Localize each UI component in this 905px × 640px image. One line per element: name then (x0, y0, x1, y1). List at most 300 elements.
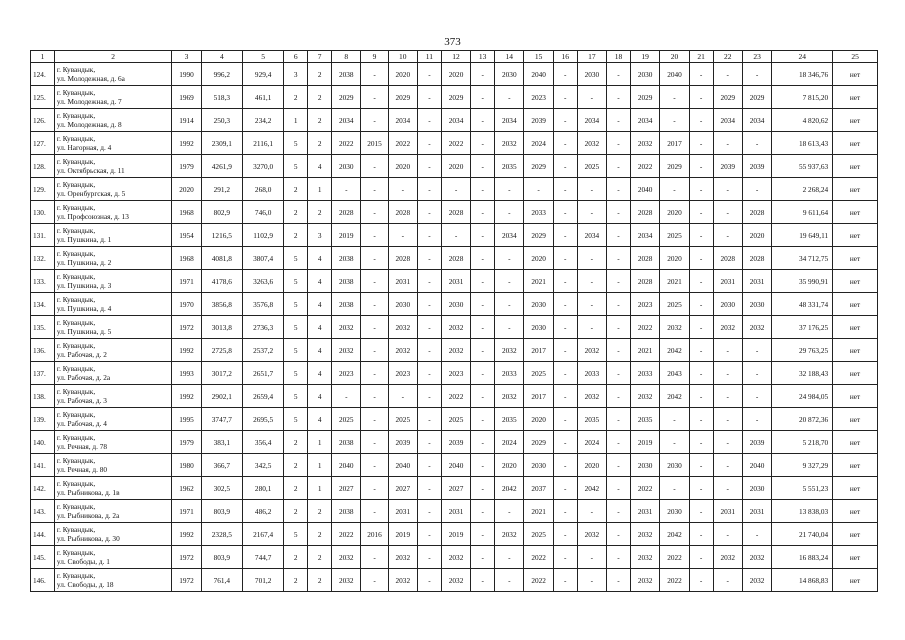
cell-col-21: - (689, 132, 713, 155)
cell-col-21: - (689, 339, 713, 362)
address-street: ул. Молодежная, д. 7 (56, 97, 122, 106)
cell-col-15: 2025 (524, 523, 553, 546)
cell-col-10: - (388, 385, 417, 408)
cell-col-23: - (742, 523, 771, 546)
cell-col-23: 2029 (742, 86, 771, 109)
cell-col-13: - (471, 132, 495, 155)
column-header-19: 19 (630, 51, 659, 63)
cell-col-25: нет (833, 178, 878, 201)
cell-col-19: 2035 (630, 408, 659, 431)
cell-col-9: - (361, 178, 388, 201)
table-row (31, 546, 878, 569)
cell-col-18: - (607, 178, 631, 201)
cell-col-5: 3270,0 (242, 155, 283, 178)
cell-col-24: 37 176,25 (772, 316, 833, 339)
cell-col-8: 2022 (332, 523, 361, 546)
cell-col-11: - (417, 431, 441, 454)
housing-table-sheet (30, 50, 878, 592)
cell-col-15: 2017 (524, 339, 553, 362)
cell-col-16: - (553, 500, 577, 523)
cell-col-24: 16 883,24 (772, 546, 833, 569)
column-header-7: 7 (308, 51, 332, 63)
cell-col-14: 2020 (495, 454, 524, 477)
cell-col-16: - (553, 155, 577, 178)
cell-col-8: - (332, 178, 361, 201)
cell-col-11: - (417, 385, 441, 408)
cell-col-11: - (417, 155, 441, 178)
cell-col-13: - (471, 339, 495, 362)
cell-col-24: 21 740,04 (772, 523, 833, 546)
row-number-cell: 140. (31, 431, 55, 454)
cell-col-22: - (713, 178, 742, 201)
column-header-10: 10 (388, 51, 417, 63)
cell-col-5: 929,4 (242, 63, 283, 86)
cell-col-14: - (495, 86, 524, 109)
cell-col-4: 3013,8 (201, 316, 242, 339)
address-street: ул. Пушкина, д. 2 (56, 258, 112, 267)
cell-col-22: - (713, 224, 742, 247)
cell-col-25: нет (833, 247, 878, 270)
address-city: г. Кувандык, (56, 157, 96, 166)
cell-col-23: - (742, 63, 771, 86)
cell-col-18: - (607, 500, 631, 523)
cell-col-12: 2034 (441, 109, 470, 132)
cell-col-19: 2032 (630, 546, 659, 569)
cell-col-21: - (689, 201, 713, 224)
cell-col-8: 2028 (332, 201, 361, 224)
cell-col-25: нет (833, 408, 878, 431)
table-row (31, 270, 878, 293)
cell-col-19: 2032 (630, 569, 659, 592)
cell-col-7: 4 (308, 247, 332, 270)
cell-col-20: - (660, 477, 689, 500)
cell-col-10: 2027 (388, 477, 417, 500)
cell-col-13: - (471, 454, 495, 477)
cell-col-25: нет (833, 477, 878, 500)
cell-col-7: 3 (308, 224, 332, 247)
column-header-14: 14 (495, 51, 524, 63)
cell-col-9: - (361, 270, 388, 293)
address-cell (54, 339, 171, 362)
cell-col-14: 2032 (495, 385, 524, 408)
cell-col-23: 2039 (742, 155, 771, 178)
cell-col-12: 2032 (441, 546, 470, 569)
cell-col-25: нет (833, 201, 878, 224)
cell-col-8: 2032 (332, 546, 361, 569)
column-header-13: 13 (471, 51, 495, 63)
table-row (31, 155, 878, 178)
cell-col-21: - (689, 270, 713, 293)
cell-col-8: 2022 (332, 132, 361, 155)
cell-col-22: - (713, 63, 742, 86)
address-cell (54, 201, 171, 224)
cell-col-8: 2032 (332, 339, 361, 362)
address-cell (54, 362, 171, 385)
cell-col-16: - (553, 431, 577, 454)
cell-col-14: - (495, 316, 524, 339)
address-city: г. Кувандык, (56, 295, 96, 304)
cell-col-23: - (742, 408, 771, 431)
cell-col-7: 1 (308, 431, 332, 454)
cell-col-3: 1968 (172, 201, 201, 224)
cell-col-22: 2028 (713, 247, 742, 270)
cell-col-10: 2020 (388, 63, 417, 86)
cell-col-9: - (361, 316, 388, 339)
cell-col-8: 2040 (332, 454, 361, 477)
cell-col-5: 746,0 (242, 201, 283, 224)
cell-col-14: - (495, 546, 524, 569)
table-row (31, 523, 878, 546)
cell-col-21: - (689, 224, 713, 247)
table-row (31, 431, 878, 454)
cell-col-8: 2032 (332, 569, 361, 592)
cell-col-10: 2032 (388, 546, 417, 569)
address-city: г. Кувандык, (56, 249, 96, 258)
cell-col-12: 2023 (441, 362, 470, 385)
cell-col-12: 2019 (441, 523, 470, 546)
cell-col-5: 3807,4 (242, 247, 283, 270)
cell-col-7: 4 (308, 293, 332, 316)
cell-col-19: 2028 (630, 247, 659, 270)
cell-col-19: 2019 (630, 431, 659, 454)
cell-col-9: - (361, 109, 388, 132)
cell-col-7: 4 (308, 385, 332, 408)
cell-col-8: 2038 (332, 500, 361, 523)
address-cell (54, 546, 171, 569)
cell-col-16: - (553, 132, 577, 155)
cell-col-17: 2032 (577, 132, 606, 155)
cell-col-6: 5 (284, 132, 308, 155)
address-street: ул. Речная, д. 78 (56, 442, 108, 451)
cell-col-11: - (417, 569, 441, 592)
cell-col-3: 1979 (172, 155, 201, 178)
cell-col-15: 2029 (524, 155, 553, 178)
cell-col-12: 2029 (441, 86, 470, 109)
cell-col-14: - (495, 569, 524, 592)
cell-col-25: нет (833, 385, 878, 408)
cell-col-15: 2020 (524, 408, 553, 431)
cell-col-3: 1914 (172, 109, 201, 132)
cell-col-17: - (577, 293, 606, 316)
cell-col-6: 5 (284, 270, 308, 293)
address-city: г. Кувандык, (56, 548, 96, 557)
column-header-20: 20 (660, 51, 689, 63)
cell-col-8: 2038 (332, 247, 361, 270)
cell-col-18: - (607, 546, 631, 569)
cell-col-19: 2032 (630, 132, 659, 155)
cell-col-18: - (607, 362, 631, 385)
cell-col-16: - (553, 339, 577, 362)
cell-col-21: - (689, 385, 713, 408)
cell-col-7: 4 (308, 362, 332, 385)
cell-col-15: 2040 (524, 63, 553, 86)
column-header-3: 3 (172, 51, 201, 63)
cell-col-23: 2031 (742, 500, 771, 523)
cell-col-23: 2032 (742, 546, 771, 569)
cell-col-10: 2034 (388, 109, 417, 132)
cell-col-23: 2028 (742, 201, 771, 224)
cell-col-18: - (607, 339, 631, 362)
cell-col-4: 3747,7 (201, 408, 242, 431)
cell-col-14: 2032 (495, 523, 524, 546)
table-row (31, 201, 878, 224)
column-header-21: 21 (689, 51, 713, 63)
cell-col-13: - (471, 316, 495, 339)
cell-col-13: - (471, 477, 495, 500)
cell-col-14: 2032 (495, 132, 524, 155)
cell-col-12: 2032 (441, 569, 470, 592)
cell-col-20: 2020 (660, 247, 689, 270)
table-row (31, 247, 878, 270)
cell-col-22: - (713, 569, 742, 592)
cell-col-9: - (361, 431, 388, 454)
cell-col-24: 2 268,24 (772, 178, 833, 201)
cell-col-17: - (577, 247, 606, 270)
cell-col-9: 2016 (361, 523, 388, 546)
cell-col-13: - (471, 408, 495, 431)
cell-col-14: 2042 (495, 477, 524, 500)
cell-col-18: - (607, 293, 631, 316)
cell-col-4: 803,9 (201, 546, 242, 569)
address-city: г. Кувандык, (56, 134, 96, 143)
cell-col-19: 2033 (630, 362, 659, 385)
cell-col-10: 2032 (388, 316, 417, 339)
cell-col-3: 1971 (172, 270, 201, 293)
cell-col-3: 1954 (172, 224, 201, 247)
cell-col-19: 2030 (630, 454, 659, 477)
cell-col-11: - (417, 293, 441, 316)
cell-col-17: - (577, 316, 606, 339)
cell-col-5: 268,0 (242, 178, 283, 201)
cell-col-22: 2029 (713, 86, 742, 109)
cell-col-12: 2020 (441, 155, 470, 178)
cell-col-25: нет (833, 362, 878, 385)
cell-col-11: - (417, 247, 441, 270)
cell-col-6: 2 (284, 546, 308, 569)
row-number-cell: 131. (31, 224, 55, 247)
table-row (31, 408, 878, 431)
cell-col-24: 5 218,70 (772, 431, 833, 454)
address-cell (54, 224, 171, 247)
cell-col-11: - (417, 201, 441, 224)
cell-col-6: 5 (284, 247, 308, 270)
address-city: г. Кувандык, (56, 88, 96, 97)
cell-col-18: - (607, 523, 631, 546)
cell-col-16: - (553, 523, 577, 546)
cell-col-16: - (553, 316, 577, 339)
cell-col-11: - (417, 477, 441, 500)
cell-col-17: 2024 (577, 431, 606, 454)
cell-col-18: - (607, 431, 631, 454)
table-row (31, 132, 878, 155)
cell-col-6: 2 (284, 178, 308, 201)
row-number-cell: 133. (31, 270, 55, 293)
address-city: г. Кувандык, (56, 364, 96, 373)
cell-col-11: - (417, 178, 441, 201)
cell-col-15: - (524, 178, 553, 201)
column-header-23: 23 (742, 51, 771, 63)
row-number-cell: 144. (31, 523, 55, 546)
cell-col-7: 2 (308, 569, 332, 592)
cell-col-5: 1102,9 (242, 224, 283, 247)
column-header-16: 16 (553, 51, 577, 63)
cell-col-5: 461,1 (242, 86, 283, 109)
address-cell (54, 293, 171, 316)
cell-col-4: 3017,2 (201, 362, 242, 385)
cell-col-11: - (417, 224, 441, 247)
cell-col-24: 5 551,23 (772, 477, 833, 500)
housing-repair-table (30, 50, 878, 592)
cell-col-6: 2 (284, 224, 308, 247)
address-city: г. Кувандык, (56, 318, 96, 327)
cell-col-14: - (495, 270, 524, 293)
cell-col-6: 5 (284, 293, 308, 316)
address-street: ул. Пушкина, д. 1 (56, 235, 112, 244)
cell-col-18: - (607, 316, 631, 339)
cell-col-13: - (471, 362, 495, 385)
cell-col-10: 2031 (388, 270, 417, 293)
cell-col-6: 5 (284, 523, 308, 546)
cell-col-12: 2028 (441, 201, 470, 224)
cell-col-3: 1992 (172, 523, 201, 546)
address-city: г. Кувандык, (56, 203, 96, 212)
cell-col-25: нет (833, 431, 878, 454)
cell-col-8: 2023 (332, 362, 361, 385)
cell-col-25: нет (833, 316, 878, 339)
cell-col-16: - (553, 454, 577, 477)
cell-col-4: 366,7 (201, 454, 242, 477)
cell-col-6: 5 (284, 339, 308, 362)
cell-col-20: 2020 (660, 201, 689, 224)
cell-col-15: 2021 (524, 270, 553, 293)
cell-col-14: 2034 (495, 109, 524, 132)
address-cell (54, 500, 171, 523)
cell-col-9: - (361, 201, 388, 224)
cell-col-21: - (689, 109, 713, 132)
cell-col-8: - (332, 385, 361, 408)
cell-col-24: 4 820,62 (772, 109, 833, 132)
address-street: ул. Рабочая, д. 2 (56, 350, 107, 359)
column-header-18: 18 (607, 51, 631, 63)
row-number-cell: 135. (31, 316, 55, 339)
cell-col-20: - (660, 178, 689, 201)
cell-col-17: - (577, 201, 606, 224)
table-row (31, 63, 878, 86)
cell-col-14: 2034 (495, 224, 524, 247)
address-street: ул. Октябрьская, д. 11 (56, 166, 125, 175)
cell-col-7: 2 (308, 546, 332, 569)
cell-col-5: 3576,8 (242, 293, 283, 316)
table-row (31, 109, 878, 132)
address-city: г. Кувандык, (56, 433, 96, 442)
cell-col-25: нет (833, 155, 878, 178)
cell-col-10: 2019 (388, 523, 417, 546)
cell-col-10: 2032 (388, 569, 417, 592)
cell-col-3: 1972 (172, 546, 201, 569)
address-city: г. Кувандык, (56, 387, 96, 396)
cell-col-6: 2 (284, 500, 308, 523)
cell-col-4: 291,2 (201, 178, 242, 201)
cell-col-11: - (417, 500, 441, 523)
address-cell (54, 109, 171, 132)
cell-col-18: - (607, 247, 631, 270)
table-row (31, 500, 878, 523)
cell-col-7: 2 (308, 523, 332, 546)
cell-col-4: 3856,8 (201, 293, 242, 316)
cell-col-14: - (495, 500, 524, 523)
cell-col-5: 342,5 (242, 454, 283, 477)
column-number-row (31, 51, 878, 63)
address-cell (54, 569, 171, 592)
cell-col-12: 2031 (441, 500, 470, 523)
cell-col-10: - (388, 178, 417, 201)
cell-col-23: 2030 (742, 477, 771, 500)
cell-col-20: 2042 (660, 523, 689, 546)
table-row (31, 178, 878, 201)
cell-col-16: - (553, 86, 577, 109)
cell-col-8: 2038 (332, 270, 361, 293)
cell-col-15: 2030 (524, 316, 553, 339)
address-street: ул. Молодежная, д. 8 (56, 120, 122, 129)
cell-col-20: 2043 (660, 362, 689, 385)
address-cell (54, 247, 171, 270)
address-street: ул. Рабочая, д. 2а (56, 373, 111, 382)
column-header-15: 15 (524, 51, 553, 63)
cell-col-17: 2035 (577, 408, 606, 431)
cell-col-24: 48 331,74 (772, 293, 833, 316)
cell-col-10: 2040 (388, 454, 417, 477)
address-cell (54, 63, 171, 86)
cell-col-13: - (471, 293, 495, 316)
table-row (31, 293, 878, 316)
cell-col-15: 2022 (524, 569, 553, 592)
cell-col-4: 4081,8 (201, 247, 242, 270)
address-street: ул. Свободы, д. 1 (56, 557, 110, 566)
cell-col-9: - (361, 155, 388, 178)
cell-col-21: - (689, 362, 713, 385)
cell-col-21: - (689, 500, 713, 523)
cell-col-13: - (471, 385, 495, 408)
cell-col-11: - (417, 316, 441, 339)
cell-col-5: 356,4 (242, 431, 283, 454)
cell-col-25: нет (833, 454, 878, 477)
cell-col-8: 2034 (332, 109, 361, 132)
cell-col-7: 1 (308, 477, 332, 500)
cell-col-16: - (553, 109, 577, 132)
cell-col-14: - (495, 178, 524, 201)
cell-col-4: 4261,9 (201, 155, 242, 178)
cell-col-24: 9 611,64 (772, 201, 833, 224)
cell-col-5: 744,7 (242, 546, 283, 569)
cell-col-5: 2736,3 (242, 316, 283, 339)
cell-col-22: - (713, 454, 742, 477)
cell-col-3: 1972 (172, 569, 201, 592)
cell-col-4: 302,5 (201, 477, 242, 500)
cell-col-21: - (689, 523, 713, 546)
address-street: ул. Нагорная, д. 4 (56, 143, 112, 152)
cell-col-13: - (471, 523, 495, 546)
cell-col-13: - (471, 247, 495, 270)
cell-col-19: 2022 (630, 316, 659, 339)
table-row (31, 569, 878, 592)
cell-col-7: 4 (308, 316, 332, 339)
cell-col-24: 20 872,36 (772, 408, 833, 431)
address-cell (54, 523, 171, 546)
cell-col-4: 1216,5 (201, 224, 242, 247)
cell-col-22: - (713, 132, 742, 155)
cell-col-24: 35 990,91 (772, 270, 833, 293)
cell-col-19: 2030 (630, 63, 659, 86)
